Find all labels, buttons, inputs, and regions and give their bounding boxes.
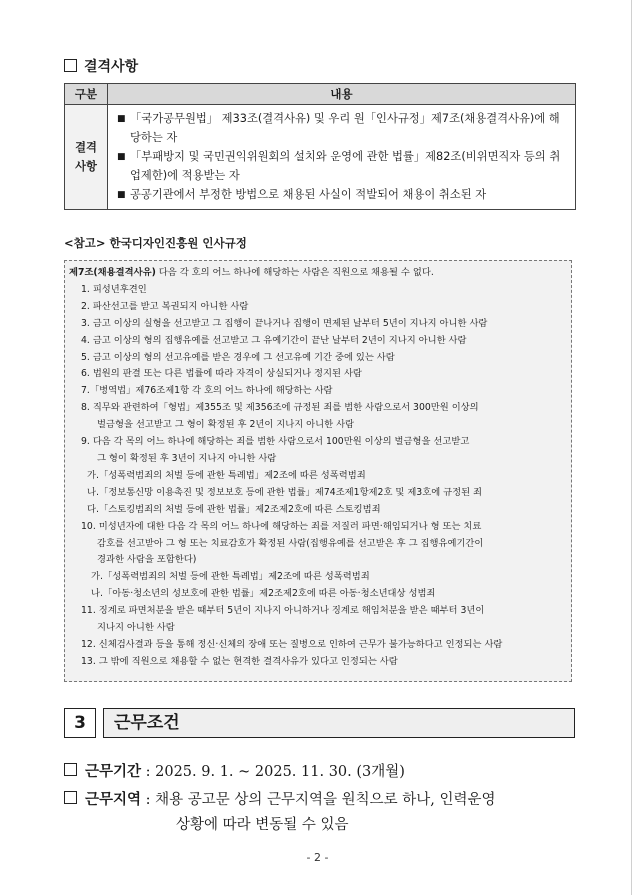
list-item: 3. 금고 이상의 실형을 선고받고 그 집행이 끝나거나 집행이 면제된 날부터 5년이 지나지 아니한 사람 bbox=[81, 317, 488, 329]
list-item: ■ 「부패방지 및 국민권익위원회의 설치와 운영에 관한 법률」제82조(비위면직자 등의 취업제한)에 적용받는 자 bbox=[117, 150, 561, 182]
sub-item: 다.「스토킹범죄의 처벌 등에 관한 법률」제2조제2호에 따른 스토킹범죄 bbox=[87, 503, 381, 515]
section-number: 3 bbox=[64, 708, 96, 738]
list-item: ■ 「국가공무원법」 제33조(결격사유) 및 우리 원「인사규정」제7조(채용결격사유)에 해당하는 자 bbox=[117, 112, 560, 144]
list-item-continuation: 감호를 선고받아 그 형 또는 치료감호가 확정된 사람(집행유예를 선고받은 후 그 집행유예기간이 bbox=[97, 537, 484, 549]
header-content: 내용 bbox=[108, 84, 576, 105]
checkbox-square-icon bbox=[64, 791, 77, 804]
disqualification-table bbox=[64, 83, 576, 210]
list-item: 2. 파산선고를 받고 복권되지 아니한 사람 bbox=[81, 300, 249, 312]
sub-item: 나.「정보통신망 이용촉진 및 정보보호 등에 관한 법률」제74조제1항제2호 및 제3호에 규정된 죄 bbox=[87, 486, 483, 498]
reference-title: <참고> 한국디자인진흥원 인사규정 bbox=[64, 236, 247, 250]
page-number: - 2 - bbox=[306, 851, 329, 864]
category-cell bbox=[65, 105, 108, 210]
list-item: 1. 피성년후견인 bbox=[81, 283, 147, 295]
header-category: 구분 bbox=[65, 84, 108, 105]
square-bullet-icon: ■ bbox=[117, 190, 126, 200]
table-row bbox=[65, 105, 576, 210]
sub-item: 나.「아동·청소년의 성보호에 관한 법률」제2조제2호에 따른 아동·청소년대상 성범죄 bbox=[91, 588, 436, 600]
list-item: 4. 금고 이상의 형의 집행유예를 선고받고 그 유예기간이 끝난 날부터 2년이 지나지 아니한 사람 bbox=[81, 334, 467, 346]
content-cell bbox=[108, 105, 576, 210]
list-item-continuation: 지나지 아니한 사람 bbox=[97, 622, 175, 634]
list-item: 8. 직무와 관련하여「형법」제355조 및 제356조에 규정된 죄를 범한 사람으로서 300만원 이상의 bbox=[81, 402, 479, 414]
checkbox-square-icon bbox=[64, 763, 77, 776]
disqualification-heading bbox=[64, 56, 138, 76]
list-item: 11. 징계로 파면처분을 받은 때부터 5년이 지나지 아니하거나 징계로 해임처분을 받은 때부터 3년이 bbox=[81, 605, 485, 617]
list-item: ■ 공공기관에서 부정한 방법으로 채용된 사실이 적발되어 채용이 취소된 자 bbox=[114, 186, 569, 205]
square-bullet-icon: ■ bbox=[117, 114, 126, 124]
work-location-value: : 채용 공고문 상의 근무지역을 원칙으로 하나, 인력운영 bbox=[141, 792, 496, 808]
checkbox-square-icon bbox=[64, 59, 77, 72]
article-line bbox=[69, 265, 571, 282]
list-item: 12. 신체검사결과 등을 통해 정신·신체의 장애 또는 질병으로 인하여 근무가 불가능하다고 인정되는 사람 bbox=[81, 638, 503, 650]
list-item: 6. 법원의 판결 또는 다른 법률에 따라 자격이 상실되거나 정지된 사람 bbox=[81, 368, 362, 380]
square-bullet-icon: ■ bbox=[117, 152, 126, 162]
work-location-label: 근무지역 bbox=[85, 792, 142, 808]
work-period-line bbox=[64, 760, 405, 781]
reference-box bbox=[64, 260, 572, 682]
section-title: 근무조건 bbox=[103, 708, 575, 738]
article-intro: 다음 각 호의 어느 하나에 해당하는 사람은 직원으로 채용될 수 없다. bbox=[155, 267, 434, 278]
list-item: 13. 그 밖에 직원으로 채용할 수 없는 현격한 결격사유가 있다고 인정되는 사람 bbox=[81, 655, 398, 667]
work-period-label: 근무기간 bbox=[85, 764, 142, 780]
list-item: 5. 금고 이상의 형의 선고유예를 받은 경우에 그 선고유예 기간 중에 있는 사람 bbox=[81, 351, 395, 363]
work-location-value-cont: 상황에 따라 변동될 수 있음 bbox=[176, 817, 349, 833]
list-item-continuation: 경과한 사람을 포함한다) bbox=[97, 554, 197, 566]
disqualification-title: 결격사항 bbox=[84, 59, 139, 75]
work-period-value: : 2025. 9. 1. ~ 2025. 11. 30. (3개월) bbox=[141, 764, 405, 780]
sub-item: 가.「성폭력범죄의 처벌 등에 관한 특례법」제2조에 따른 성폭력범죄 bbox=[87, 469, 366, 481]
article-heading: 제7조(채용결격사유) bbox=[69, 267, 156, 278]
sub-item: 가.「성폭력범죄의 처벌 등에 관한 특례법」제2조에 따른 성폭력범죄 bbox=[91, 571, 370, 583]
page-edge bbox=[631, 0, 632, 895]
table-header-row bbox=[65, 84, 576, 105]
list-item-continuation: 그 형이 확정된 후 3년이 지나지 아니한 사람 bbox=[97, 452, 277, 464]
list-item-continuation: 벌금형을 선고받고 그 형이 확정된 후 2년이 지나지 아니한 사람 bbox=[97, 419, 355, 431]
work-conditions-heading bbox=[64, 708, 575, 738]
work-location-line bbox=[64, 788, 496, 838]
category-label: 결격 사항 bbox=[75, 140, 97, 173]
disqualification-list bbox=[114, 110, 569, 205]
list-item: 10. 미성년자에 대한 다음 각 목의 어느 하나에 해당하는 죄를 저질러 파면·해임되거나 형 또는 치료 bbox=[81, 520, 482, 532]
list-item: 9. 다음 각 목의 어느 하나에 해당하는 죄를 범한 사람으로서 100만원 이상의 벌금형을 선고받고 bbox=[81, 436, 470, 448]
list-item: 7.「병역법」제76조제1항 각 호의 어느 하나에 해당하는 사람 bbox=[81, 385, 333, 397]
